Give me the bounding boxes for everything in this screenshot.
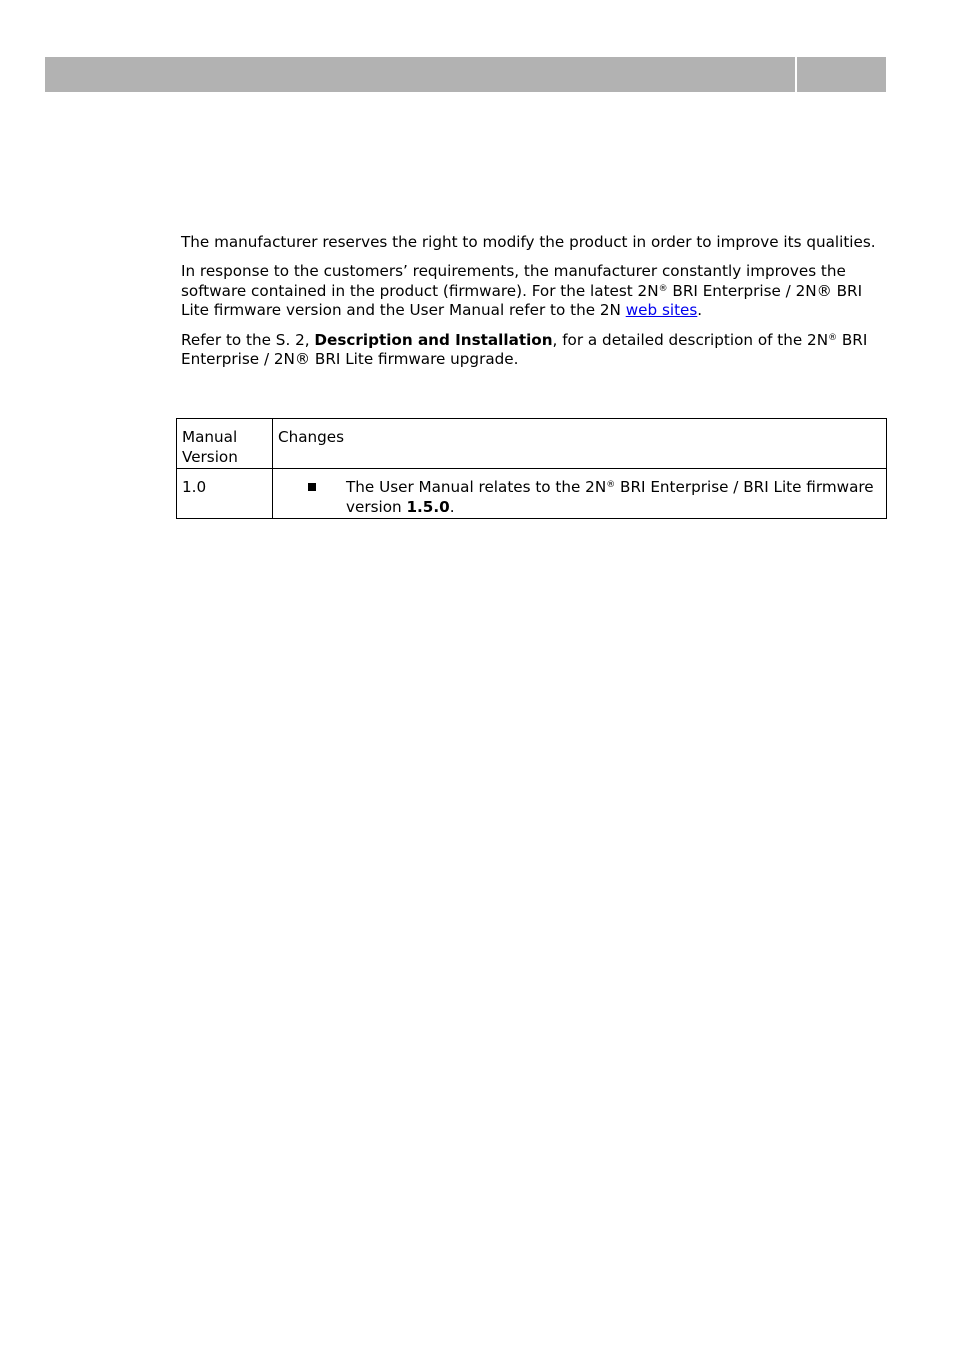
header-bar [45,57,795,92]
change-list-item: The User Manual relates to the 2N® BRI Enterprise / BRI Lite firmware version 1.5.0. [278,478,881,517]
changes-cell [273,469,887,519]
paragraph-upgrade-reference: Refer to the S. 2, Description and Installation, for a detailed description of the 2N® BRI Enterprise / 2N® BRI Lite firmware upgrade. [181,330,868,369]
manual-changes-table [176,418,887,519]
web-sites-link[interactable]: web sites [625,301,698,320]
header-changes: Changes [273,419,887,469]
main-content [181,233,887,379]
header-page-box [797,57,886,92]
section-reference: Description and Installation [314,330,553,349]
table-row [177,469,887,519]
paragraph-modification-notice: The manufacturer reserves the right to modify the product in order to improve its qualities. [181,233,876,251]
header-manual-version: Manual Version [177,419,273,469]
table-header-row [177,419,887,469]
paragraph-firmware-notice: In response to the customers’ requirements, the manufacturer constantly improves the software contained in the product (firmware). For the latest 2N® BRI Enterprise / 2N® BRI Lite firmware version and the User Manual refer to the 2N web sites. [181,262,863,320]
firmware-version: 1.5.0 [406,497,450,516]
version-cell: 1.0 [177,469,273,519]
square-bullet-icon [308,483,316,491]
